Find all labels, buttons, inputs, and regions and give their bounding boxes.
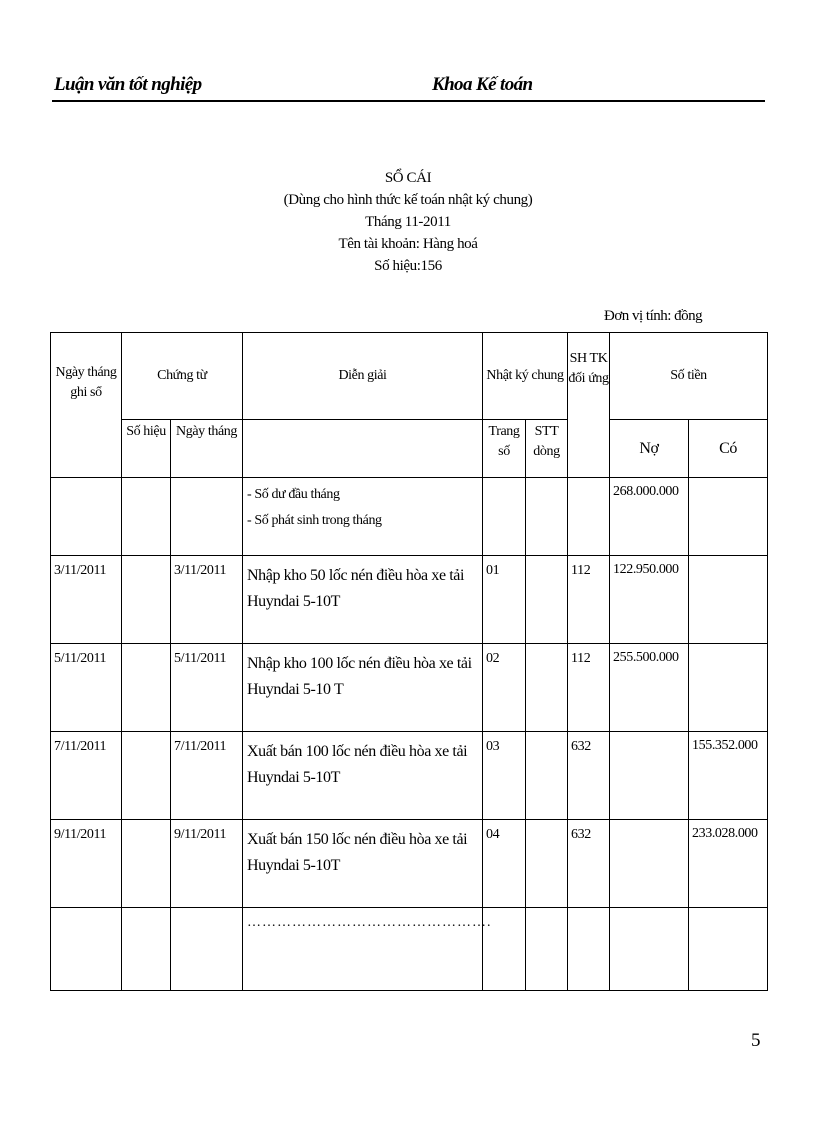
opening-balance-label: - Số dư đầu tháng [247,487,340,502]
journal-page: 04 [483,820,526,908]
credit-amount [689,556,768,644]
col-header-voucher-date: Ngày tháng [171,420,243,478]
opening-description [243,478,483,556]
ledger-subtitle: (Dùng cho hình thức kế toán nhật ký chung) [283,192,533,208]
header-faculty: Khoa Kế toán [432,74,533,95]
col-header-posting-date: Ngày tháng ghi sổ [51,333,122,478]
entry-description-line2: Huyndai 5-10T [247,769,341,786]
col-header-line-number: STT dòng [526,420,568,478]
col-header-debit: Nợ [610,420,689,478]
contra-account: 632 [568,820,610,908]
table-row [51,820,768,908]
contra-account: 632 [568,732,610,820]
journal-page: 03 [483,732,526,820]
table-row [51,644,768,732]
voucher-date: 9/11/2011 [171,820,243,908]
header-thesis-title: Luận văn tốt nghiệp [54,74,202,95]
contra-account: 112 [568,644,610,732]
entry-description-line2: Huyndai 5-10T [247,857,341,874]
opening-debit: 268.000.000 [610,478,689,556]
ledger-month: Tháng 11-2011 [365,214,451,230]
posting-date: 3/11/2011 [51,556,122,644]
posting-date: 9/11/2011 [51,820,122,908]
voucher-date: 5/11/2011 [171,644,243,732]
col-header-voucher-number: Số hiệu [122,420,171,478]
voucher-date: 3/11/2011 [171,556,243,644]
col-header-page-number: Trang số [483,420,526,478]
ledger-account-number: Số hiệu:156 [374,258,442,274]
col-header-description-blank [243,420,483,478]
voucher-number [122,732,171,820]
table-row [51,732,768,820]
table-row-continuation [51,908,768,991]
col-header-description: Diễn giải [243,333,483,420]
debit-amount: 122.950.000 [610,556,689,644]
journal-line [526,644,568,732]
col-header-contra-account: SH TK đối ứng [568,333,610,478]
period-activity-label: - Số phát sinh trong tháng [247,513,382,528]
journal-line [526,820,568,908]
col-header-credit: Có [689,420,768,478]
page-number: 5 [751,1030,761,1051]
entry-description [243,820,483,908]
voucher-number [122,644,171,732]
table-row [51,556,768,644]
entry-description-line1: Xuất bán 100 lốc nén điều hòa xe tải [247,743,468,760]
voucher-number [122,820,171,908]
posting-date: 7/11/2011 [51,732,122,820]
col-header-voucher: Chứng từ [122,333,243,420]
entry-description-line2: Huyndai 5-10 T [247,681,344,698]
ledger-title: SỔ CÁI [384,170,432,186]
entry-description [243,732,483,820]
table-row-opening [51,478,768,556]
debit-amount: 255.500.000 [610,644,689,732]
continuation-dots: …………………………………………. [243,908,483,991]
entry-description-line2: Huyndai 5-10T [247,593,341,610]
general-ledger-table [50,332,768,991]
voucher-number [122,556,171,644]
currency-unit: Đơn vị tính: đồng [604,308,703,324]
voucher-date: 7/11/2011 [171,732,243,820]
ledger-title-block [0,167,816,277]
entry-description-line1: Xuất bán 150 lốc nén điều hòa xe tải [247,831,468,848]
contra-account: 112 [568,556,610,644]
entry-description-line1: Nhập kho 50 lốc nén điều hòa xe tải [247,567,465,584]
entry-description [243,556,483,644]
debit-amount [610,732,689,820]
journal-line [526,556,568,644]
col-header-general-journal: Nhật ký chung [483,333,568,420]
ledger-account-name: Tên tài khoản: Hàng hoá [338,236,478,252]
credit-amount [689,644,768,732]
col-header-amount: Số tiền [610,333,768,420]
journal-line [526,732,568,820]
entry-description [243,644,483,732]
header-rule [52,100,765,102]
credit-amount: 155.352.000 [689,732,768,820]
entry-description-line1: Nhập kho 100 lốc nén điều hòa xe tải [247,655,472,672]
posting-date: 5/11/2011 [51,644,122,732]
journal-page: 01 [483,556,526,644]
journal-page: 02 [483,644,526,732]
credit-amount: 233.028.000 [689,820,768,908]
debit-amount [610,820,689,908]
